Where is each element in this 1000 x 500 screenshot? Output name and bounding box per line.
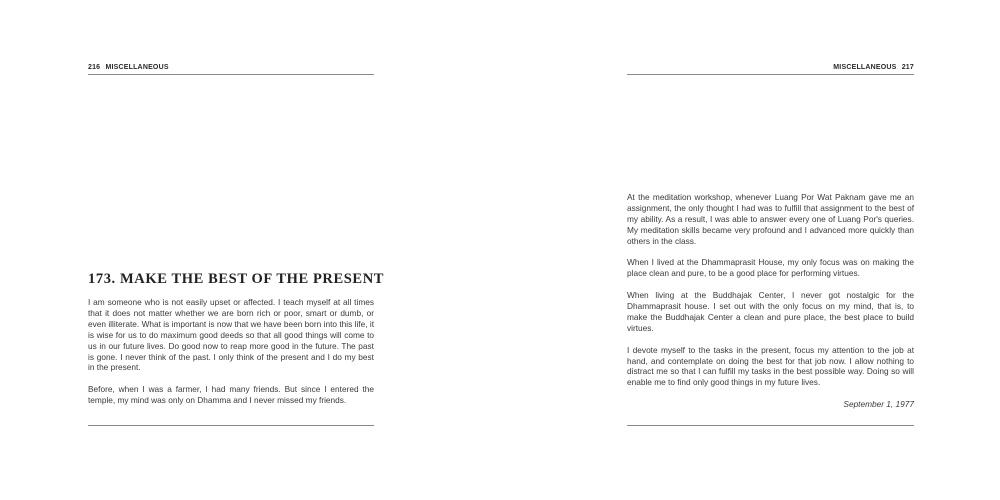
left-body-text <box>88 297 374 417</box>
right-page <box>627 0 914 500</box>
left-paragraph-1: I am someone who is not easily upset or affected. I teach myself at all times that it does not matter whether we are born rich or poor, smart or dumb, or even illiterate. What is important is now that we have been born into this life, it is wise for us to do maximum good deeds so that all good things will come to us in our future lives. Do good now to reap more good in the future. The past is gone. I never think of the past. I only think of the present and I do my best in the present. <box>88 297 374 373</box>
left-page <box>88 0 385 500</box>
right-paragraph-4: I devote myself to the tasks in the present, focus my attention to the job at hand, and contemplate on doing the best for that job now. I allow nothing to distract me so that I can fulfill my tasks in the best possible way. Doing so will enable me to find only good things in my future lives. <box>627 344 914 388</box>
right-paragraph-2: When I lived at the Dhammaprasit House, my only focus was on making the place clean and pure, to be a good place for performing virtues. <box>627 257 914 279</box>
left-page-number: 216 <box>88 64 101 71</box>
right-paragraph-1: At the meditation workshop, whenever Luang Por Wat Paknam gave me an assignment, the only thought I had was to fulfill that assignment to the best of my ability. As a result, I was able to answer every one of Luang Por's queries. My meditation skills became very profound and I advanced more quickly than others in the class. <box>627 192 914 246</box>
right-page-number: 217 <box>901 64 914 71</box>
left-running-header <box>88 64 374 75</box>
left-running-head: MISCELLANEOUS <box>105 64 169 71</box>
signature-date: September 1, 1977 <box>843 399 914 410</box>
right-footer-rule <box>627 425 914 426</box>
right-running-head: MISCELLANEOUS <box>833 64 897 71</box>
left-paragraph-2: Before, when I was a farmer, I had many friends. But since I entered the temple, my mind was only on Dhamma and I never missed my friends. <box>88 384 374 406</box>
chapter-title: 173. MAKE THE BEST OF THE PRESENT <box>88 271 385 287</box>
left-footer-rule <box>88 425 374 426</box>
right-paragraph-3: When living at the Buddhajak Center, I never got nostalgic for the Dhammaprasit house. I set out with the only focus on my mind, that is, to make the Buddhajak Center a clean and pure place, the best place to build virtues. <box>627 290 914 333</box>
right-running-header <box>627 64 914 75</box>
right-body-text <box>627 192 914 421</box>
